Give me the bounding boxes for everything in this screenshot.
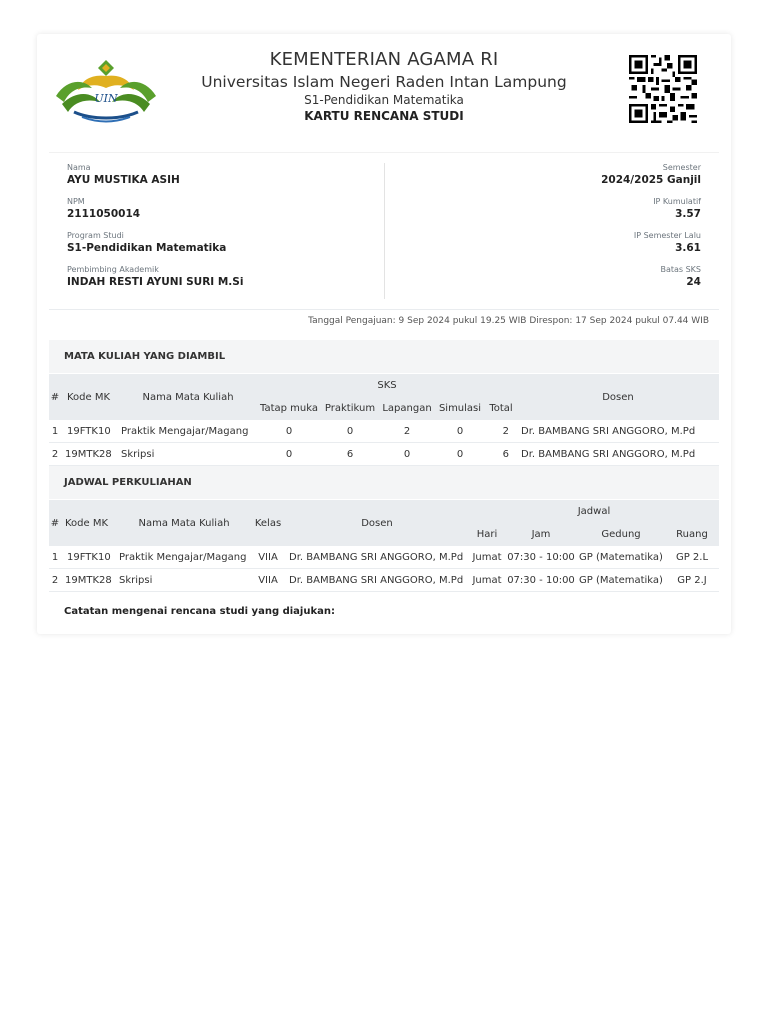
table-row bbox=[49, 569, 719, 592]
col-lapangan: Lapangan bbox=[379, 397, 435, 420]
col-ruang: Ruang bbox=[665, 523, 719, 546]
row-nama: Skripsi bbox=[117, 569, 251, 592]
row-kelas: VIIA bbox=[251, 569, 285, 592]
program-name: S1-Pendidikan Matematika bbox=[304, 93, 464, 107]
row-praktikum: 0 bbox=[321, 420, 379, 443]
col-jadwal: Jadwal bbox=[469, 500, 719, 523]
row-jam: 07:30 - 10:00 bbox=[505, 546, 577, 569]
row-total: 6 bbox=[485, 443, 517, 466]
student-details bbox=[67, 163, 377, 299]
row-ruang: GP 2.J bbox=[665, 569, 719, 592]
row-kode: 19FTK10 bbox=[61, 546, 117, 569]
notes-label: Catatan mengenai rencana studi yang diajukan: bbox=[64, 606, 335, 617]
row-nama: Praktik Mengajar/Magang bbox=[119, 420, 257, 443]
row-dosen: Dr. BAMBANG SRI ANGGORO, M.Pd bbox=[285, 569, 469, 592]
row-dosen: Dr. BAMBANG SRI ANGGORO, M.Pd bbox=[517, 420, 719, 443]
row-kode: 19MTK28 bbox=[61, 569, 117, 592]
courses-section-title: MATA KULIAH YANG DIAMBIL bbox=[64, 351, 226, 362]
row-no: 2 bbox=[49, 443, 61, 466]
col-tatap-muka: Tatap muka bbox=[257, 397, 321, 420]
row-no: 1 bbox=[49, 546, 61, 569]
qr-code-icon bbox=[629, 55, 697, 123]
col-dosen: Dosen bbox=[517, 374, 719, 420]
col-kode: Kode MK bbox=[61, 500, 117, 546]
row-jam: 07:30 - 10:00 bbox=[505, 569, 577, 592]
row-simulasi: 0 bbox=[435, 420, 485, 443]
ipk-value: 3.57 bbox=[675, 208, 701, 220]
col-nama: Nama Mata Kuliah bbox=[119, 374, 257, 420]
schedule-section-header bbox=[49, 466, 719, 499]
row-tatap: 0 bbox=[257, 443, 321, 466]
schedule-section-title: JADWAL PERKULIAHAN bbox=[64, 477, 192, 488]
row-no: 1 bbox=[49, 420, 61, 443]
pembimbing-label: Pembimbing Akademik bbox=[67, 265, 159, 274]
col-no: # bbox=[49, 500, 61, 546]
col-gedung: Gedung bbox=[577, 523, 665, 546]
row-dosen: Dr. BAMBANG SRI ANGGORO, M.Pd bbox=[517, 443, 719, 466]
npm-label: NPM bbox=[67, 197, 85, 206]
submission-timestamp: Tanggal Pengajuan: 9 Sep 2024 pukul 19.25 WIB Direspon: 17 Sep 2024 pukul 07.44 WIB bbox=[308, 316, 709, 326]
row-nama: Praktik Mengajar/Magang bbox=[117, 546, 251, 569]
sks-limit-value: 24 bbox=[686, 276, 701, 288]
semester-value: 2024/2025 Ganjil bbox=[601, 174, 701, 186]
row-kelas: VIIA bbox=[251, 546, 285, 569]
col-hari: Hari bbox=[469, 523, 505, 546]
row-kode: 19FTK10 bbox=[61, 420, 119, 443]
document-header bbox=[37, 34, 731, 152]
col-total: Total bbox=[485, 397, 517, 420]
row-tatap: 0 bbox=[257, 420, 321, 443]
semester-label: Semester bbox=[662, 163, 701, 172]
table-row bbox=[49, 420, 719, 443]
col-kode: Kode MK bbox=[61, 374, 119, 420]
row-no: 2 bbox=[49, 569, 61, 592]
row-lapangan: 0 bbox=[379, 443, 435, 466]
pembimbing-value: INDAH RESTI AYUNI SURI M.Si bbox=[67, 276, 244, 288]
col-no: # bbox=[49, 374, 61, 420]
npm-value: 2111050014 bbox=[67, 208, 141, 220]
university-logo bbox=[52, 54, 160, 124]
col-sks: SKS bbox=[257, 374, 517, 397]
row-simulasi: 0 bbox=[435, 443, 485, 466]
col-nama: Nama Mata Kuliah bbox=[117, 500, 251, 546]
ips-label: IP Semester Lalu bbox=[633, 231, 701, 240]
row-gedung: GP (Matematika) bbox=[577, 546, 665, 569]
student-info bbox=[49, 152, 719, 310]
academic-details bbox=[401, 163, 701, 299]
schedule-table bbox=[49, 500, 719, 592]
table-row bbox=[49, 546, 719, 569]
row-hari: Jumat bbox=[469, 546, 505, 569]
row-ruang: GP 2.L bbox=[665, 546, 719, 569]
col-praktikum: Praktikum bbox=[321, 397, 379, 420]
table-row bbox=[49, 443, 719, 466]
prodi-value: S1-Pendidikan Matematika bbox=[67, 242, 227, 254]
col-jam: Jam bbox=[505, 523, 577, 546]
ipk-label: IP Kumulatif bbox=[653, 197, 701, 206]
courses-section-header bbox=[49, 340, 719, 373]
row-nama: Skripsi bbox=[119, 443, 257, 466]
ips-value: 3.61 bbox=[675, 242, 701, 254]
courses-table bbox=[49, 374, 719, 466]
row-hari: Jumat bbox=[469, 569, 505, 592]
col-dosen: Dosen bbox=[285, 500, 469, 546]
svg-text:UIN: UIN bbox=[94, 92, 118, 105]
university-name: Universitas Islam Negeri Raden Intan Lampung bbox=[201, 73, 567, 91]
row-dosen: Dr. BAMBANG SRI ANGGORO, M.Pd bbox=[285, 546, 469, 569]
nama-label: Nama bbox=[67, 163, 91, 172]
col-simulasi: Simulasi bbox=[435, 397, 485, 420]
info-divider bbox=[384, 163, 385, 299]
prodi-label: Program Studi bbox=[67, 231, 124, 240]
col-kelas: Kelas bbox=[251, 500, 285, 546]
row-praktikum: 6 bbox=[321, 443, 379, 466]
ministry-name: KEMENTERIAN AGAMA RI bbox=[269, 49, 499, 70]
krs-card bbox=[37, 34, 731, 634]
row-kode: 19MTK28 bbox=[61, 443, 119, 466]
nama-value: AYU MUSTIKA ASIH bbox=[67, 174, 180, 186]
row-lapangan: 2 bbox=[379, 420, 435, 443]
document-title: KARTU RENCANA STUDI bbox=[304, 109, 464, 123]
sks-limit-label: Batas SKS bbox=[660, 265, 701, 274]
row-gedung: GP (Matematika) bbox=[577, 569, 665, 592]
row-total: 2 bbox=[485, 420, 517, 443]
